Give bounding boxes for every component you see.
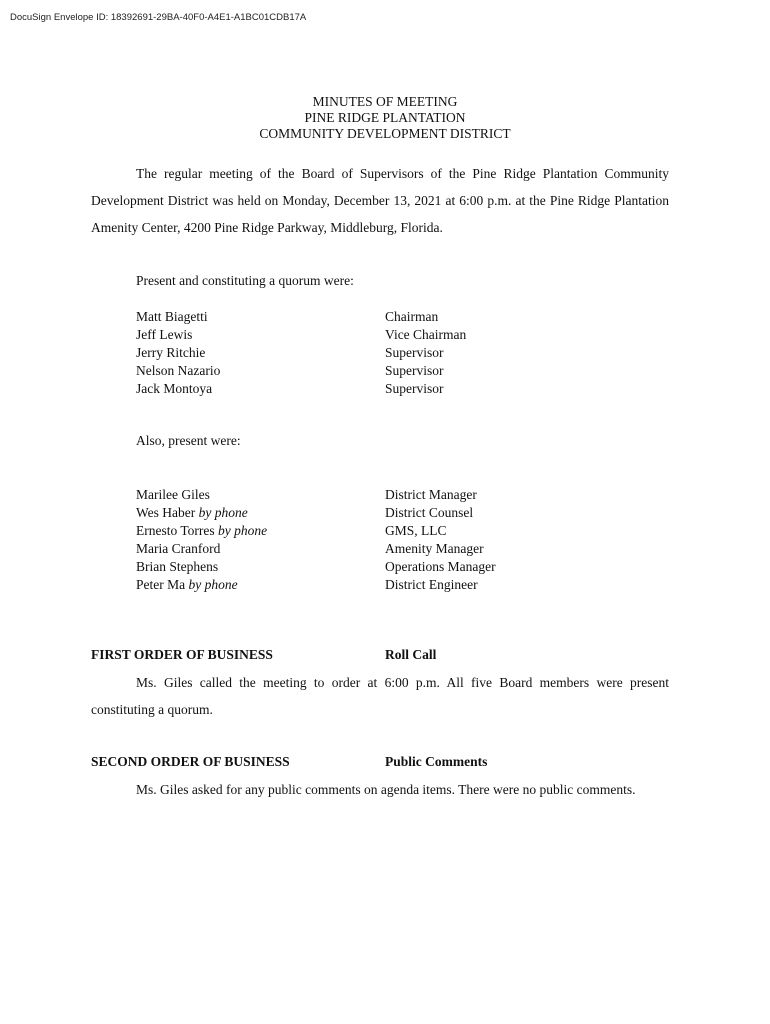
present-label: Present and constituting a quorum were: — [136, 273, 354, 288]
title-line-1: MINUTES OF MEETING — [312, 94, 458, 109]
attendee-role: Operations Manager — [385, 559, 496, 574]
attendee-name: Marilee Giles — [136, 487, 210, 502]
attendee-name: Ernesto Torres — [136, 523, 215, 538]
document-title — [0, 94, 770, 142]
title-line-2: PINE RIDGE PLANTATION — [304, 110, 466, 125]
attendee-role: Vice Chairman — [385, 327, 467, 342]
first-order-heading — [91, 647, 436, 663]
order-topic: Public Comments — [385, 754, 488, 769]
attendee-role: Supervisor — [385, 345, 444, 360]
attendee-role: GMS, LLC — [385, 523, 447, 538]
attendance-note: by phone — [218, 523, 268, 538]
attendance-note: by phone — [198, 505, 248, 520]
roster-row — [136, 380, 585, 398]
attendee-role: District Manager — [385, 487, 477, 502]
docusign-envelope-id: DocuSign Envelope ID: 18392691-29BA-40F0-A4E1-A1BC01CDB17A — [10, 12, 307, 23]
roster-row — [136, 522, 585, 540]
roster-row — [136, 504, 585, 522]
attendee-name: Wes Haber — [136, 505, 196, 520]
attendee-name: Jack Montoya — [136, 381, 213, 396]
attendee-name: Peter Ma — [136, 577, 186, 592]
intro-paragraph: The regular meeting of the Board of Supervisors of the Pine Ridge Plantation Community Development District was held on Monday, December 13, 2021 at 6:00 p.m. at the Pine Ridge Plantation Amenity Center, 4200 Pine Ridge Parkway, Middleburg, Florida. — [91, 166, 669, 235]
attendee-name: Matt Biagetti — [136, 309, 208, 324]
attendee-name: Jeff Lewis — [136, 327, 193, 342]
second-order-heading — [91, 754, 487, 770]
attendee-role: Supervisor — [385, 381, 444, 396]
attendee-name: Maria Cranford — [136, 541, 221, 556]
roster-row — [136, 576, 585, 594]
attendee-name: Nelson Nazario — [136, 363, 221, 378]
attendee-role: Chairman — [385, 309, 439, 324]
attendee-name: Jerry Ritchie — [136, 345, 206, 360]
also-present-roster — [136, 486, 585, 594]
title-line-3: COMMUNITY DEVELOPMENT DISTRICT — [259, 126, 511, 141]
order-topic: Roll Call — [385, 647, 437, 662]
attendee-name: Brian Stephens — [136, 559, 219, 574]
roster-row — [136, 486, 585, 504]
roster-row — [136, 344, 585, 362]
roster-row — [136, 558, 585, 576]
second-order-paragraph: Ms. Giles asked for any public comments on agenda items. There were no public comments. — [136, 782, 636, 797]
attendee-role: Supervisor — [385, 363, 444, 378]
roster-row — [136, 308, 585, 326]
attendee-role: Amenity Manager — [385, 541, 484, 556]
attendance-note: by phone — [188, 577, 238, 592]
also-present-label: Also, present were: — [136, 433, 241, 448]
order-label: SECOND ORDER OF BUSINESS — [91, 754, 290, 769]
attendee-role: District Engineer — [385, 577, 478, 592]
roster-row — [136, 540, 585, 558]
roster-row — [136, 326, 585, 344]
attendee-role: District Counsel — [385, 505, 474, 520]
roster-row — [136, 362, 585, 380]
order-label: FIRST ORDER OF BUSINESS — [91, 647, 273, 662]
first-order-paragraph: Ms. Giles called the meeting to order at 6:00 p.m. All five Board members were present constituting a quorum. — [91, 675, 669, 717]
present-roster — [136, 308, 585, 398]
